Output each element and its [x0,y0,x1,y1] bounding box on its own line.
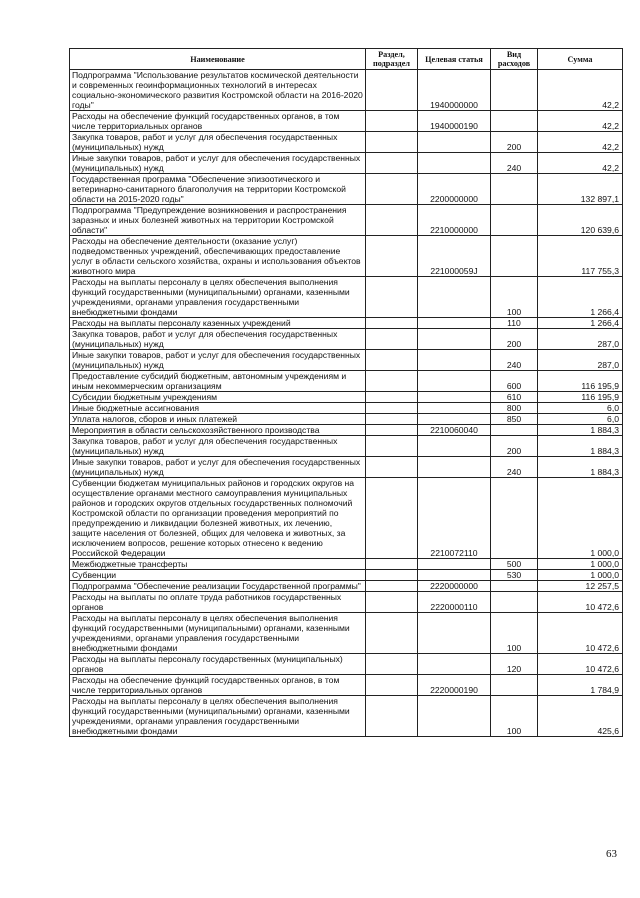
table-row [70,592,623,613]
row-target: 2220000110 [418,592,491,613]
row-sum: 1 884,3 [538,425,623,436]
row-section [366,318,418,329]
row-section [366,457,418,478]
row-sum: 10 472,6 [538,654,623,675]
table-header-row [70,49,623,70]
row-sum: 120 639,6 [538,205,623,236]
row-section [366,425,418,436]
row-sum: 116 195,9 [538,371,623,392]
row-section [366,559,418,570]
row-section [366,70,418,111]
row-section [366,329,418,350]
row-section [366,696,418,737]
row-section [366,132,418,153]
row-type: 500 [491,559,538,570]
row-target [418,277,491,318]
row-sum: 117 755,3 [538,236,623,277]
table-row [70,457,623,478]
table-row [70,696,623,737]
row-name: Подпрограмма "Обеспечение реализации Государственной программы" [70,581,366,592]
row-sum: 1 884,3 [538,457,623,478]
row-sum: 42,2 [538,111,623,132]
table-row [70,559,623,570]
row-target [418,132,491,153]
row-name: Государственная программа "Обеспечение эпизоотического и ветеринарно-санитарного благополучия на территории Костромской области на 2015-2020 годы" [70,174,366,205]
row-name: Расходы на выплаты по оплате труда работников государственных органов [70,592,366,613]
row-sum: 1 266,4 [538,318,623,329]
row-sum: 1 000,0 [538,570,623,581]
row-sum: 116 195,9 [538,392,623,403]
row-section [366,111,418,132]
row-name: Иные закупки товаров, работ и услуг для обеспечения государственных (муниципальных) нужд [70,153,366,174]
row-target [418,414,491,425]
page-number: 63 [606,848,617,860]
row-target [418,654,491,675]
row-type: 200 [491,436,538,457]
row-type: 100 [491,277,538,318]
row-name: Иные бюджетные ассигнования [70,403,366,414]
budget-table-sheet [69,48,623,737]
header-target: Целевая статья [418,49,491,70]
row-target [418,318,491,329]
row-target [418,559,491,570]
budget-table [69,48,623,737]
table-row [70,392,623,403]
row-name: Мероприятия в области сельскохозяйственного производства [70,425,366,436]
row-target: 2220000190 [418,675,491,696]
row-type: 240 [491,350,538,371]
table-row [70,654,623,675]
row-section [366,277,418,318]
header-name: Наименование [70,49,366,70]
row-target: 2210000000 [418,205,491,236]
row-sum: 132 897,1 [538,174,623,205]
row-sum: 1 884,3 [538,436,623,457]
row-sum: 287,0 [538,350,623,371]
table-row [70,153,623,174]
row-sum: 12 257,5 [538,581,623,592]
row-name: Межбюджетные трансферты [70,559,366,570]
row-type: 200 [491,329,538,350]
row-sum: 1 000,0 [538,478,623,559]
table-row [70,205,623,236]
table-row [70,350,623,371]
row-sum: 42,2 [538,132,623,153]
row-name: Иные закупки товаров, работ и услуг для обеспечения государственных (муниципальных) нужд [70,350,366,371]
row-section [366,205,418,236]
row-type [491,70,538,111]
row-section [366,436,418,457]
row-type [491,425,538,436]
header-type: Вид расходов [491,49,538,70]
row-name: Расходы на выплаты персоналу государственных (муниципальных) органов [70,654,366,675]
row-type: 800 [491,403,538,414]
table-row [70,174,623,205]
row-section [366,236,418,277]
row-target [418,436,491,457]
table-row [70,425,623,436]
row-target [418,392,491,403]
row-name: Закупка товаров, работ и услуг для обеспечения государственных (муниципальных) нужд [70,132,366,153]
row-type: 240 [491,457,538,478]
row-type: 610 [491,392,538,403]
row-target [418,696,491,737]
row-sum: 1 000,0 [538,559,623,570]
table-row [70,675,623,696]
row-section [366,392,418,403]
row-type [491,111,538,132]
row-section [366,414,418,425]
row-type: 110 [491,318,538,329]
table-row [70,236,623,277]
row-target: 1940000190 [418,111,491,132]
table-row [70,570,623,581]
row-sum: 6,0 [538,414,623,425]
row-target: 2200000000 [418,174,491,205]
row-target: 2210060040 [418,425,491,436]
row-type [491,592,538,613]
row-name: Предоставление субсидий бюджетным, автономным учреждениям и иным некоммерческим организациям [70,371,366,392]
row-name: Субвенции [70,570,366,581]
row-name: Расходы на обеспечение деятельности (оказание услуг) подведомственных учреждений, обеспечивающих предоставление услуг в области сельского хозяйства, охраны и использования объектов животного мира [70,236,366,277]
row-name: Расходы на выплаты персоналу в целях обеспечения выполнения функций государственными (муниципальными) органами, казенными учреждениями, органами управления государственными внебюджетными фондами [70,277,366,318]
row-name: Расходы на обеспечение функций государственных органов, в том числе территориальных органов [70,111,366,132]
row-sum: 42,2 [538,153,623,174]
row-name: Расходы на выплаты персоналу в целях обеспечения выполнения функций государственными (муниципальными) органами, казенными учреждениями, органами управления государственными внебюджетными фондами [70,613,366,654]
row-name: Закупка товаров, работ и услуг для обеспечения государственных (муниципальных) нужд [70,436,366,457]
table-row [70,318,623,329]
row-type: 100 [491,613,538,654]
row-name: Субсидии бюджетным учреждениям [70,392,366,403]
table-row [70,277,623,318]
row-section [366,675,418,696]
row-target: 1940000000 [418,70,491,111]
row-sum: 42,2 [538,70,623,111]
row-name: Уплата налогов, сборов и иных платежей [70,414,366,425]
row-target [418,613,491,654]
row-target: 2210072110 [418,478,491,559]
row-type: 850 [491,414,538,425]
row-section [366,174,418,205]
table-row [70,613,623,654]
table-row [70,478,623,559]
row-section [366,592,418,613]
row-sum: 425,6 [538,696,623,737]
row-section [366,654,418,675]
row-target [418,371,491,392]
row-section [366,570,418,581]
table-row [70,132,623,153]
table-row [70,403,623,414]
row-target [418,457,491,478]
row-type: 240 [491,153,538,174]
row-sum: 6,0 [538,403,623,414]
row-type: 120 [491,654,538,675]
row-type: 200 [491,132,538,153]
row-sum: 10 472,6 [538,613,623,654]
row-type: 530 [491,570,538,581]
row-sum: 1 784,9 [538,675,623,696]
row-type: 600 [491,371,538,392]
row-name: Расходы на обеспечение функций государственных органов, в том числе территориальных органов [70,675,366,696]
row-target: 2220000000 [418,581,491,592]
row-section [366,350,418,371]
row-type [491,205,538,236]
row-target: 221000059J [418,236,491,277]
table-row [70,329,623,350]
row-section [366,581,418,592]
row-sum: 1 266,4 [538,277,623,318]
table-row [70,371,623,392]
row-type [491,236,538,277]
row-section [366,613,418,654]
row-name: Подпрограмма "Использование результатов космической деятельности и современных геоинформационных технологий в интересах социально-экономического развития Костромской области на 2016-2020 годы" [70,70,366,111]
header-sum: Сумма [538,49,623,70]
row-target [418,403,491,414]
row-target [418,329,491,350]
row-sum: 287,0 [538,329,623,350]
header-section: Раздел, подраздел [366,49,418,70]
table-row [70,414,623,425]
row-target [418,350,491,371]
row-section [366,153,418,174]
table-row [70,70,623,111]
row-type [491,675,538,696]
row-section [366,403,418,414]
row-name: Подпрограмма "Предупреждение возникновения и распространения заразных и иных болезней животных на территории Костромской области" [70,205,366,236]
row-target [418,153,491,174]
row-type [491,581,538,592]
row-name: Иные закупки товаров, работ и услуг для обеспечения государственных (муниципальных) нужд [70,457,366,478]
row-section [366,371,418,392]
row-type [491,478,538,559]
row-type [491,174,538,205]
row-name: Расходы на выплаты персоналу казенных учреждений [70,318,366,329]
row-name: Субвенции бюджетам муниципальных районов и городских округов на осуществление органами местного самоуправления муниципальных районов и городских округов отдельных государственных полномочий Костромской области по организации проведения мероприятий по предупреждению и ликвидации болезней животных, их лечению, защите населения от болезней, общих для человека и животных, за исключением вопросов, решение которых отнесено к ведению Российской Федерации [70,478,366,559]
row-sum: 10 472,6 [538,592,623,613]
table-row [70,436,623,457]
row-name: Расходы на выплаты персоналу в целях обеспечения выполнения функций государственными (муниципальными) органами, казенными учреждениями, органами управления государственными внебюджетными фондами [70,696,366,737]
row-target [418,570,491,581]
table-row [70,581,623,592]
row-section [366,478,418,559]
table-row [70,111,623,132]
row-name: Закупка товаров, работ и услуг для обеспечения государственных (муниципальных) нужд [70,329,366,350]
row-type: 100 [491,696,538,737]
